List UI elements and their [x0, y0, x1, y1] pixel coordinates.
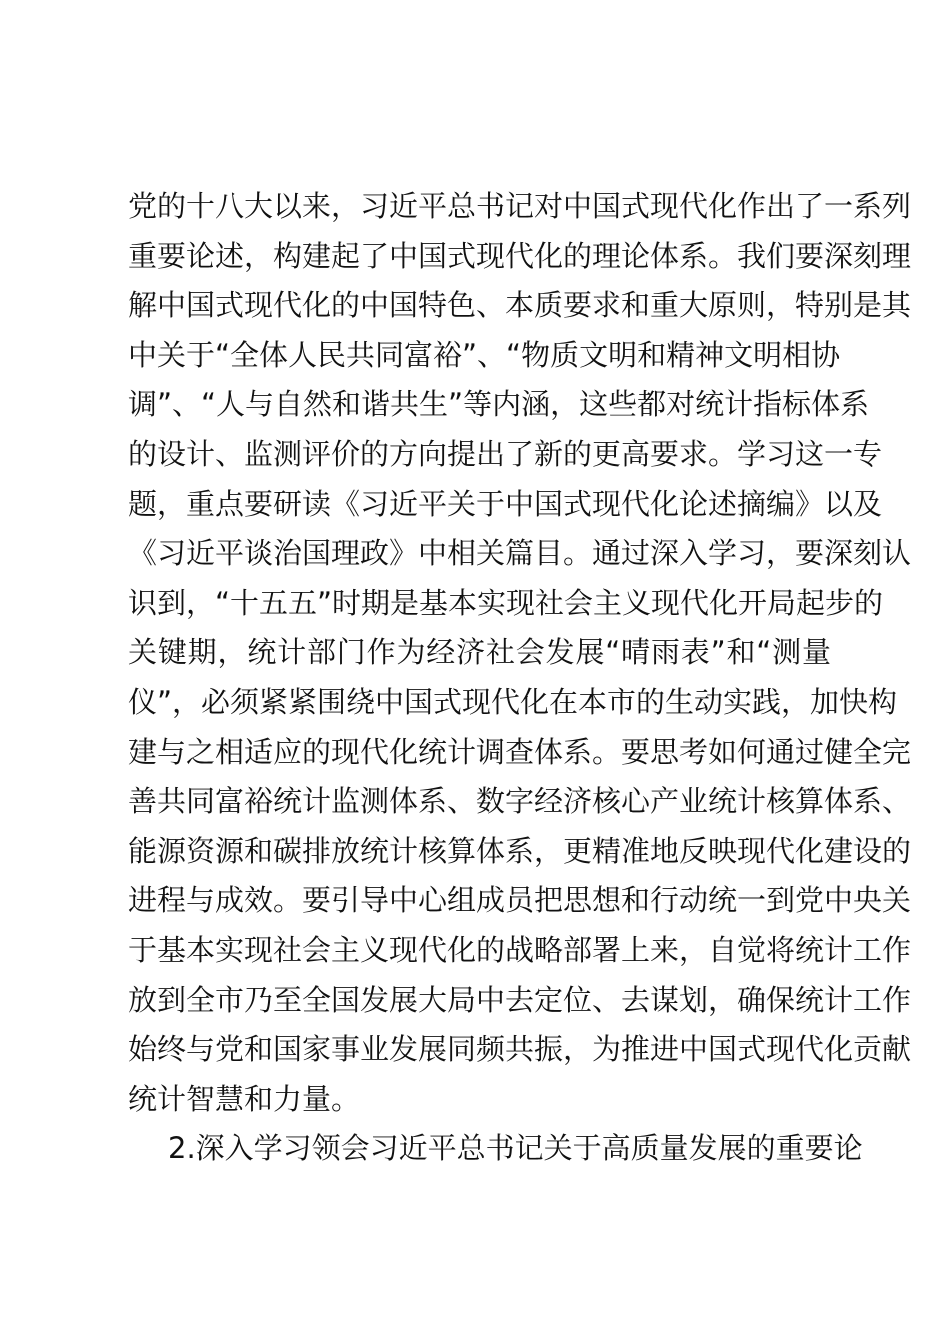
- text-line: 重要论述，构建起了中国式现代化的理论体系。我们要深刻理: [128, 238, 912, 273]
- text-line: 关键期，统计部门作为经济社会发展“晴雨表”和“测量: [128, 635, 831, 670]
- section-heading-2: 2.深入学习领会习近平总书记关于高质量发展的重要论: [168, 1131, 863, 1166]
- text-line: 题，重点要研读《习近平关于中国式现代化论述摘编》以及: [128, 486, 883, 521]
- text-line: 统计智慧和力量。: [128, 1081, 361, 1116]
- text-line: 能源资源和碳排放统计核算体系，更精准地反映现代化建设的: [128, 833, 912, 868]
- text-line: 进程与成效。要引导中心组成员把思想和行动统一到党中央关: [128, 883, 912, 918]
- text-line: 中关于“全体人民共同富裕”、“物质文明和精神文明相协: [128, 337, 841, 372]
- text-line: 解中国式现代化的中国特色、本质要求和重大原则，特别是其: [128, 288, 912, 323]
- text-line: 识到，“十五五”时期是基本实现社会主义现代化开局起步的: [128, 585, 884, 620]
- text-line: 善共同富裕统计监测体系、数字经济核心产业统计核算体系、: [128, 784, 912, 819]
- text-line: 的设计、监测评价的方向提出了新的更高要求。学习这一专: [128, 436, 883, 471]
- text-line: 放到全市乃至全国发展大局中去定位、去谋划，确保统计工作: [128, 982, 912, 1017]
- document-page: [128, 182, 912, 1174]
- text-line: 《习近平谈治国理政》中相关篇目。通过深入学习，要深刻认: [128, 536, 912, 571]
- text-line: 党的十八大以来，习近平总书记对中国式现代化作出了一系列: [128, 189, 912, 223]
- text-line: 始终与党和国家事业发展同频共振，为推进中国式现代化贡献: [128, 1032, 912, 1067]
- text-line: 调”、“人与自然和谐共生”等内涵，这些都对统计指标体系: [128, 387, 870, 422]
- text-line: 于基本实现社会主义现代化的战略部署上来，自觉将统计工作: [128, 932, 912, 967]
- text-line: 仪”，必须紧紧围绕中国式现代化在本市的生动实践，加快构: [128, 684, 898, 719]
- body-paragraph: [128, 182, 912, 1124]
- text-line: 建与之相适应的现代化统计调查体系。要思考如何通过健全完: [128, 734, 912, 769]
